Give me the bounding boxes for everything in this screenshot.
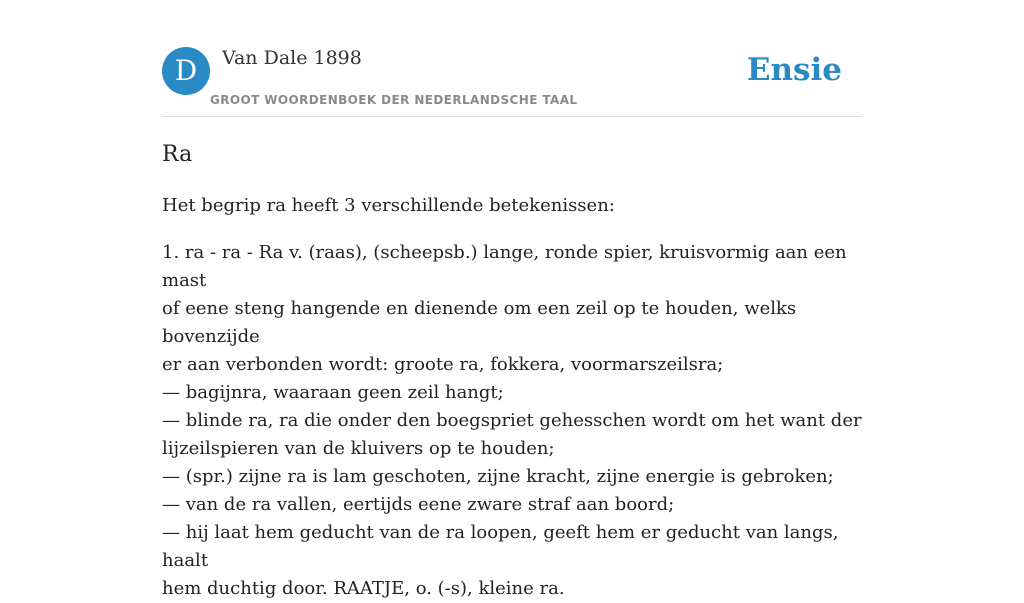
meanings-intro: Het begrip ra heeft 3 verschillende betekenissen: (162, 195, 615, 216)
definition-line: lijzeilspieren van de kluivers op te houden; (162, 438, 555, 459)
definition-line: — (spr.) zijne ra is lam geschoten, zijne kracht, zijne energie is gebroken; (162, 466, 834, 487)
entry-content (162, 192, 862, 603)
definition-line: — van de ra vallen, eertijds eene zware straf aan boord; (162, 494, 675, 515)
dictionary-logo[interactable]: D (162, 47, 210, 95)
definition-1 (162, 239, 862, 603)
definition-line: hem duchtig door. RAATJE, o. (-s), kleine ra. (162, 578, 565, 599)
definition-line: of eene steng hangende en dienende om een zeil op te houden, welks bovenzijde (162, 298, 797, 347)
site-header (162, 46, 862, 117)
source-subtitle: GROOT WOORDENBOEK DER NEDERLANDSCHE TAAL (210, 93, 578, 107)
ensie-brand-logo[interactable]: Ensie (746, 52, 842, 88)
source-title-link[interactable]: Van Dale 1898 (222, 47, 362, 69)
definition-line: — blinde ra, ra die onder den boegspriet gehesschen wordt om het want der (162, 410, 862, 431)
definition-line: — bagijnra, waaraan geen zeil hangt; (162, 382, 504, 403)
definition-line: — hij laat hem geducht van de ra loopen, geeft hem er geducht van langs, haalt (162, 522, 839, 571)
entry-title: Ra (162, 142, 193, 167)
definition-line: 1. ra - ra - Ra v. (raas), (scheepsb.) lange, ronde spier, kruisvormig aan een mast (162, 242, 847, 291)
definition-line: er aan verbonden wordt: groote ra, fokkera, voormarszeilsra; (162, 354, 724, 375)
